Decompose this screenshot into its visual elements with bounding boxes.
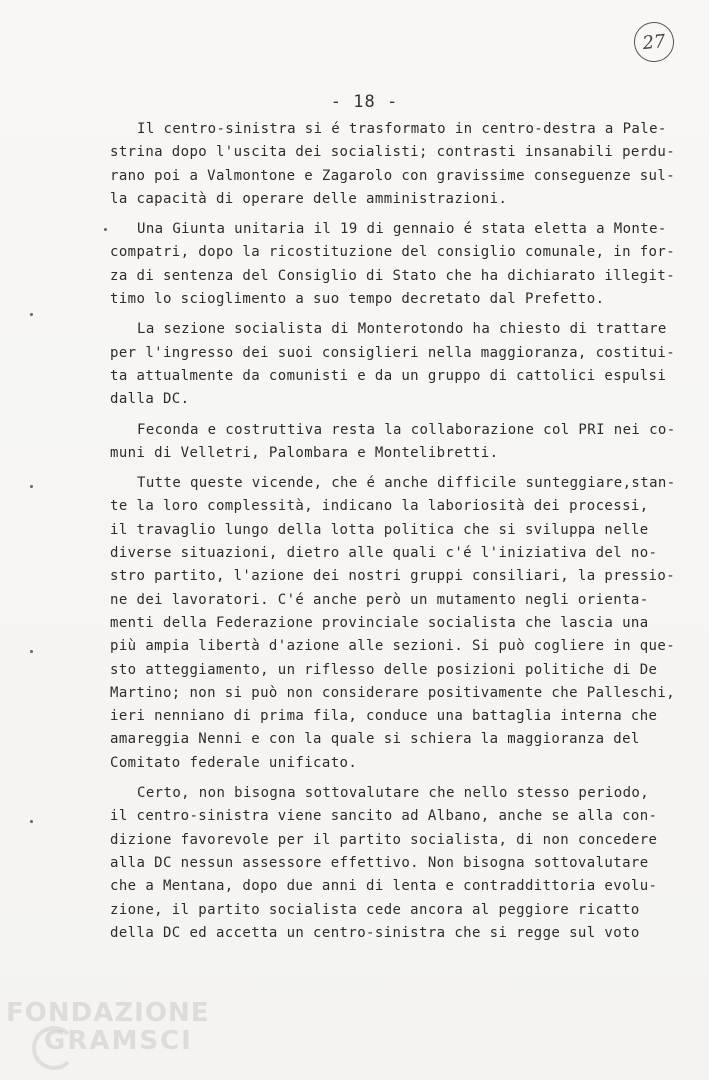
text-line: strina dopo l'uscita dei socialisti; contrasti insanabili perdu- [110,144,676,161]
text-line: Martino; non si può non considerare positivamente che Palleschi, [110,684,676,701]
watermark-line-1: FONDAZIONE [6,998,210,1028]
text-line: muni di Velletri, Palombara e Montelibretti. [110,444,499,461]
text-line: timo lo scioglimento a suo tempo decretato dal Prefetto. [110,291,605,308]
fondazione-gramsci-watermark [6,1000,209,1054]
text-line: ta attualmente da comunisti e da un gruppo di cattolici espulsi [110,367,667,384]
watermark-line-2: GRAMSCI [44,1026,193,1056]
paragraph [110,318,676,411]
text-line: compatri, dopo la ricostituzione del consiglio comunale, in for- [110,244,676,261]
text-line: ieri nenniano di prima fila, conduce una battaglia interna che [110,708,658,725]
paragraph [110,782,658,945]
text-line: dalla DC. [110,391,190,408]
text-line: che a Mentana, dopo due anni di lenta e contraddittoria evolu- [110,878,658,895]
text-line: alla DC nessun assessore effettivo. Non bisogna sottovalutare [110,854,649,871]
paragraph [110,419,676,466]
text-line: zione, il partito socialista cede ancora al peggiore ricatto [110,901,640,918]
text-line: ne dei lavoratori. C'é anche però un mutamento negli orienta- [110,591,649,608]
text-line: rano poi a Valmontone e Zagarolo con gravissime conseguenze sul- [110,167,676,184]
text-line: per l'ingresso dei suoi consiglieri nella maggioranza, costitui- [110,344,676,361]
text-line: stro partito, l'azione dei nostri gruppi consiliari, la pressio- [110,568,676,585]
margin-mark [30,820,33,823]
text-line: amareggia Nenni e con la quale si schiera la maggioranza del [110,731,640,748]
margin-mark [30,313,33,316]
text-line: più ampia libertà d'azione alle sezioni. Si può cogliere in que- [110,638,676,655]
text-line: Il centro-sinistra si é trasformato in centro-destra a Pale- [137,121,667,137]
stamp-number: 27 [641,30,667,54]
text-line: dizione favorevole per il partito socialista, di non concedere [110,831,658,848]
text-line: Una Giunta unitaria il 19 di gennaio é stata eletta a Monte- [137,221,667,238]
text-line: il centro-sinistra viene sancito ad Albano, anche se alla con- [110,808,658,825]
watermark-logo-icon [32,1026,76,1070]
text-line: della DC ed accetta un centro-sinistra che si regge sul voto [110,924,640,941]
text-line: diverse situazioni, dietro alle quali c'é l'iniziativa del no- [110,545,658,562]
text-line: sto atteggiamento, un riflesso delle posizioni politiche di De [110,661,658,678]
text-line: La sezione socialista di Monterotondo ha chiesto di trattare [137,321,667,338]
margin-mark [30,485,33,488]
margin-mark [104,228,107,231]
text-line: la capacità di operare delle amministrazioni. [110,190,508,207]
margin-mark [30,650,33,653]
text-line: Certo, non bisogna sottovalutare che nello stesso periodo, [137,785,650,802]
text-line: za di sentenza del Consiglio di Stato che ha dichiarato illegit- [110,267,676,284]
text-line: menti della Federazione provinciale socialista che lascia una [110,614,649,631]
paragraph [110,118,676,211]
text-line: il travaglio lungo della lotta politica che si sviluppa nelle [110,521,649,538]
paragraph [110,218,676,311]
paragraph [110,472,676,775]
text-line: Comitato federale unificato. [110,754,358,771]
page-number-header: - 18 - [330,92,399,112]
document-body [110,118,676,945]
text-line: Feconda e costruttiva resta la collaborazione col PRI nei co- [137,421,676,438]
archive-number-stamp [632,20,676,64]
text-line: te la loro complessità, indicano la laboriosità dei processi, [110,498,649,515]
text-line: Tutte queste vicende, che é anche difficile sunteggiare,stan- [137,475,676,492]
